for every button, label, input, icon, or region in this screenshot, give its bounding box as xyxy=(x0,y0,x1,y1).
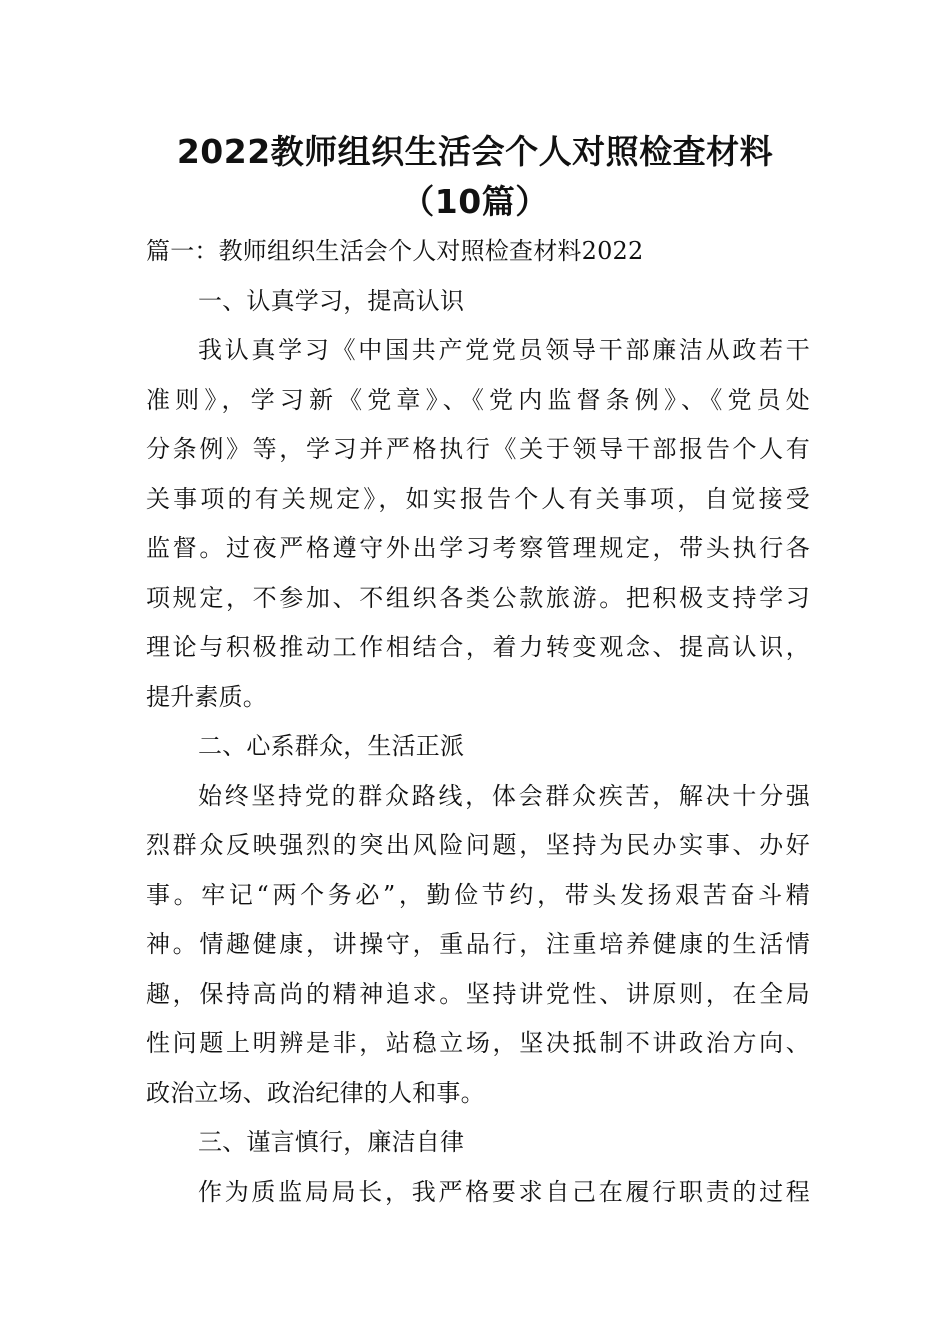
text-line: 关事项的有关规定》，如实报告个人有关事项，自觉接受 xyxy=(146,484,810,513)
document-title-subtitle: （10篇） xyxy=(401,182,549,221)
text-line: 神。情趣健康，讲操守，重品行，注重培养健康的生活情 xyxy=(146,930,810,958)
text-line: 篇一：教师组织生活会个人对照检查材料2022 xyxy=(146,237,644,265)
text-line: 趣，保持高尚的精神追求。坚持讲党性、讲原则，在全局 xyxy=(146,979,810,1008)
text-line: 始终坚持党的群众路线，体会群众疾苦，解决十分强 xyxy=(198,781,810,810)
text-line: 二、心系群众，生活正派 xyxy=(198,732,465,760)
document-body xyxy=(146,231,810,1221)
text-line: 政治立场、政治纪律的人和事。 xyxy=(146,1078,485,1107)
text-line: 三、谨言慎行，廉洁自律 xyxy=(198,1128,465,1156)
text-line: 分条例》等，学习并严格执行《关于领导干部报告个人有 xyxy=(146,435,810,463)
text-line: 监督。过夜严格遵守外出学习考察管理规定，带头执行各 xyxy=(146,534,810,562)
text-line: 我认真学习《中国共产党党员领导干部廉洁从政若干 xyxy=(198,336,810,364)
text-line: 性问题上明辨是非，站稳立场，坚决抵制不讲政治方向、 xyxy=(146,1029,810,1057)
text-line: 提升素质。 xyxy=(146,682,267,711)
text-line: 作为质监局局长，我严格要求自己在履行职责的过程 xyxy=(198,1177,810,1206)
document-title: 2022教师组织生活会个人对照检查材料 xyxy=(176,132,774,171)
text-line: 理论与积极推动工作相结合，着力转变观念、提高认识， xyxy=(146,633,810,661)
text-line: 一、认真学习，提高认识 xyxy=(198,286,465,315)
text-line: 事。牢记“两个务必”，勤俭节约，带头发扬艰苦奋斗精 xyxy=(146,880,810,909)
text-line: 准则》，学习新《党章》、《党内监督条例》、《党员处 xyxy=(146,385,810,414)
text-line: 烈群众反映强烈的突出风险问题，坚持为民办实事、办好 xyxy=(146,831,810,859)
text-line: 项规定，不参加、不组织各类公款旅游。把积极支持学习 xyxy=(146,583,810,612)
